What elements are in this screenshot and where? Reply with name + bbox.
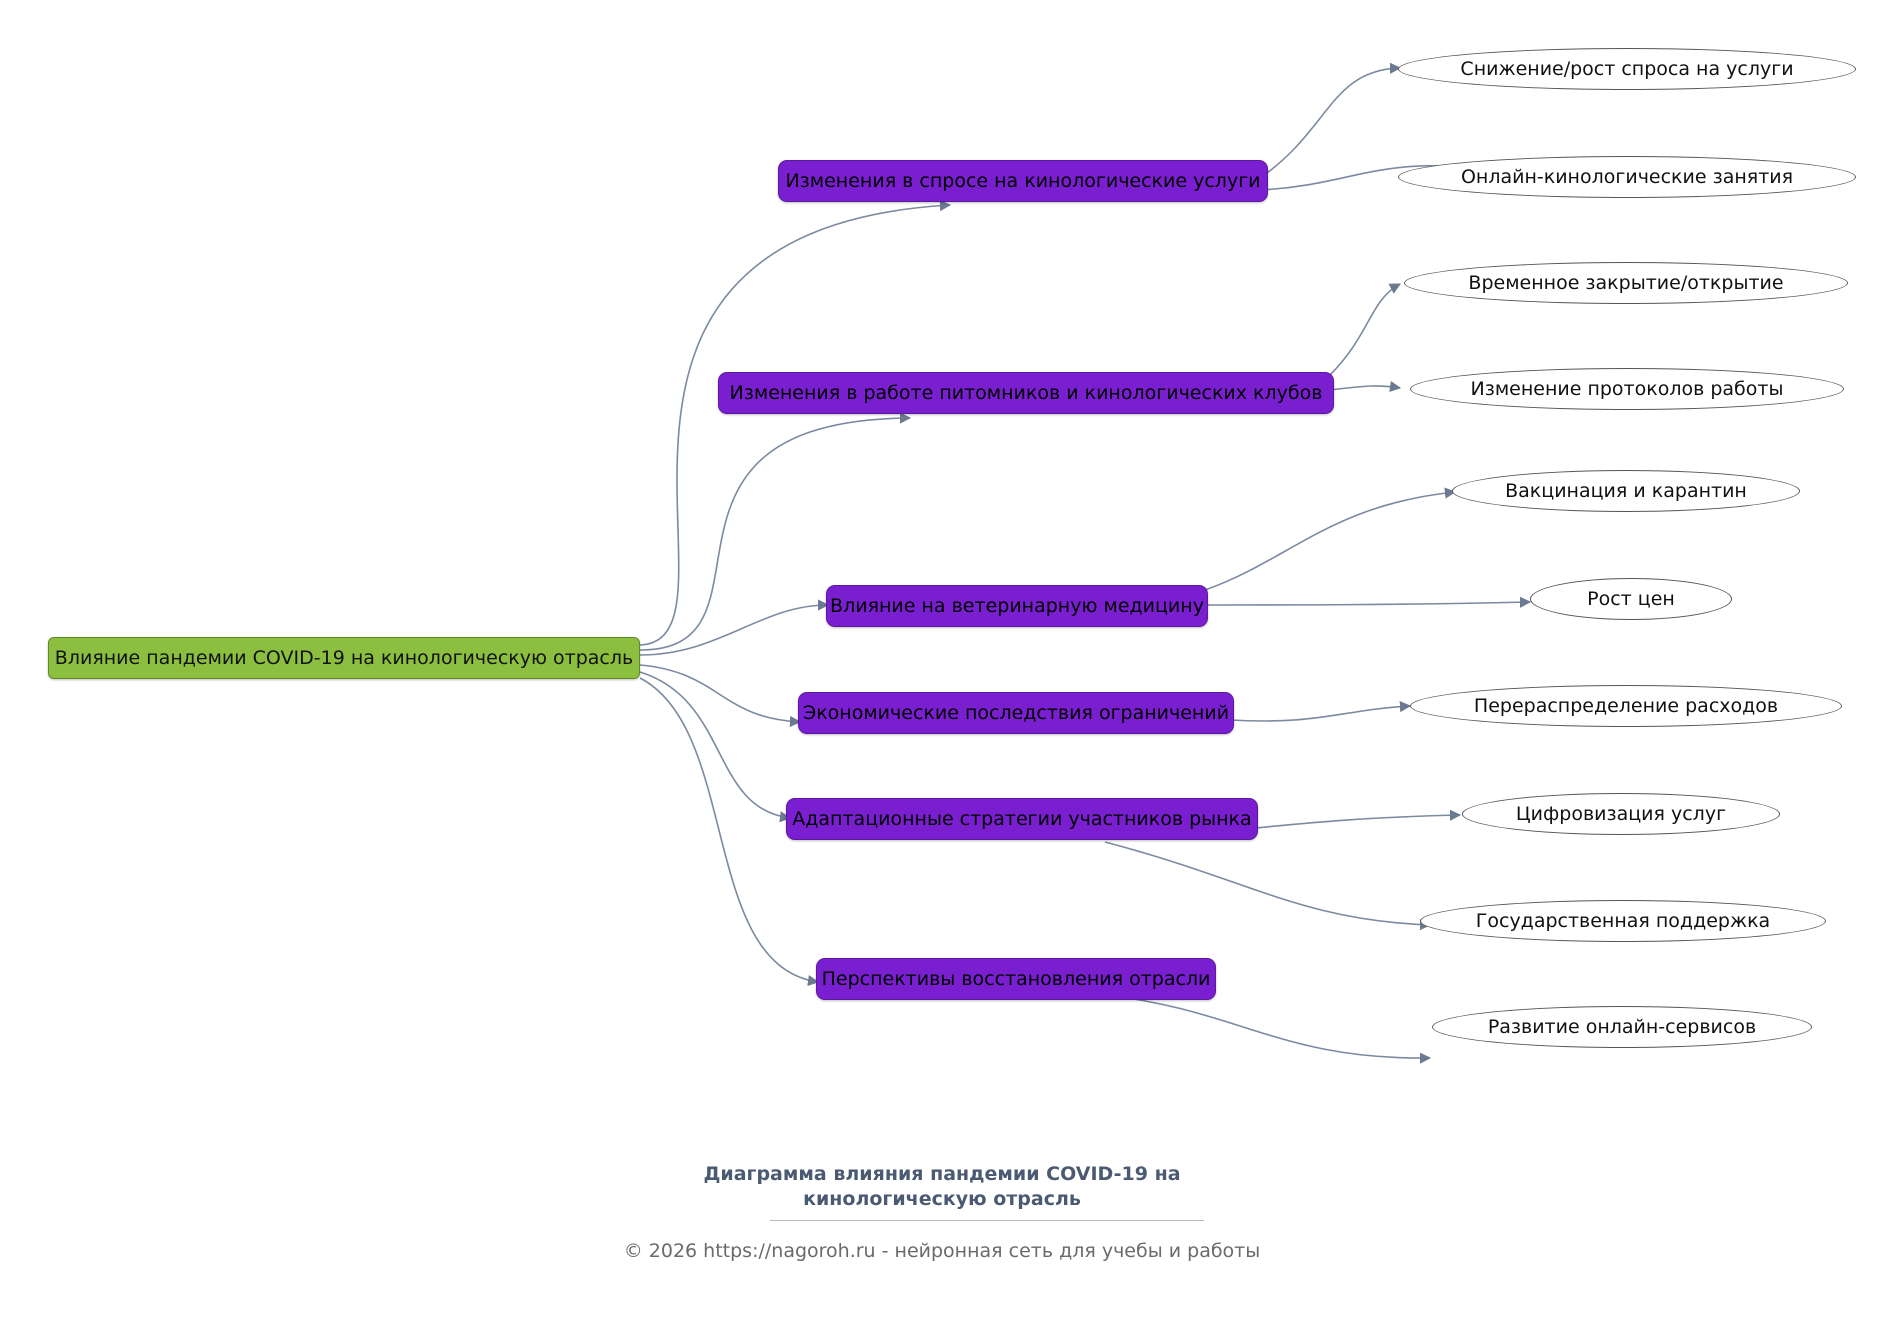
node-leaf-label: Снижение/рост спроса на услуги [1460,58,1794,80]
node-leaf-expense-redistribution[interactable] [1410,685,1842,727]
node-leaf-state-support[interactable] [1420,900,1826,942]
node-leaf-label: Цифровизация услуг [1515,803,1727,825]
node-branch-label: Изменения в спросе на кинологические услуги [785,170,1261,192]
node-leaf-label: Изменение протоколов работы [1470,378,1784,400]
node-root-label: Влияние пандемии COVID-19 на кинологическую отрасль [54,647,634,669]
node-leaf-label: Развитие онлайн-сервисов [1487,1016,1757,1038]
node-branch-label: Изменения в работе питомников и кинологических клубов [729,382,1323,404]
node-branch-demand[interactable] [778,160,1268,202]
node-leaf-protocol-change[interactable] [1410,368,1844,410]
node-leaf-demand-change[interactable] [1398,48,1856,90]
node-leaf-label: Рост цен [1587,588,1675,610]
node-leaf-temporary-closure[interactable] [1404,262,1848,304]
node-branch-label: Перспективы восстановления отрасли [821,968,1211,990]
footer-copyright [0,1240,1884,1262]
footer-title-line2 [0,1187,1884,1212]
node-leaf-online-services[interactable] [1432,1006,1812,1048]
node-root[interactable] [48,637,640,679]
node-leaf-vaccination-quarantine[interactable] [1452,470,1800,512]
node-branch-label: Адаптационные стратегии участников рынка [792,808,1252,830]
node-leaf-digitalization[interactable] [1462,793,1780,835]
node-branch-veterinary[interactable] [826,585,1208,627]
node-branch-label: Экономические последствия ограничений [802,702,1230,724]
node-branch-economics[interactable] [798,692,1234,734]
footer-title-line1 [0,1162,1884,1187]
footer-subtitle-text: кинологическую отрасль [803,1188,1081,1210]
node-branch-kennels[interactable] [718,372,1334,414]
node-branch-adaptation[interactable] [786,798,1258,840]
node-leaf-online-classes[interactable] [1398,156,1856,198]
footer-copyright-text: © 2026 https://nagoroh.ru - нейронная сеть для учебы и работы [623,1240,1261,1262]
footer-divider [770,1220,1204,1221]
footer-title-text: Диаграмма влияния пандемии COVID-19 на [703,1163,1181,1185]
node-leaf-label: Перераспределение расходов [1473,695,1779,717]
node-leaf-price-growth[interactable] [1530,578,1732,620]
node-leaf-label: Вакцинация и карантин [1505,480,1747,502]
node-leaf-label: Государственная поддержка [1475,910,1771,932]
node-branch-recovery[interactable] [816,958,1216,1000]
node-branch-label: Влияние на ветеринарную медицину [830,595,1204,617]
node-leaf-label: Временное закрытие/открытие [1468,272,1784,294]
node-leaf-label: Онлайн-кинологические занятия [1460,166,1794,188]
